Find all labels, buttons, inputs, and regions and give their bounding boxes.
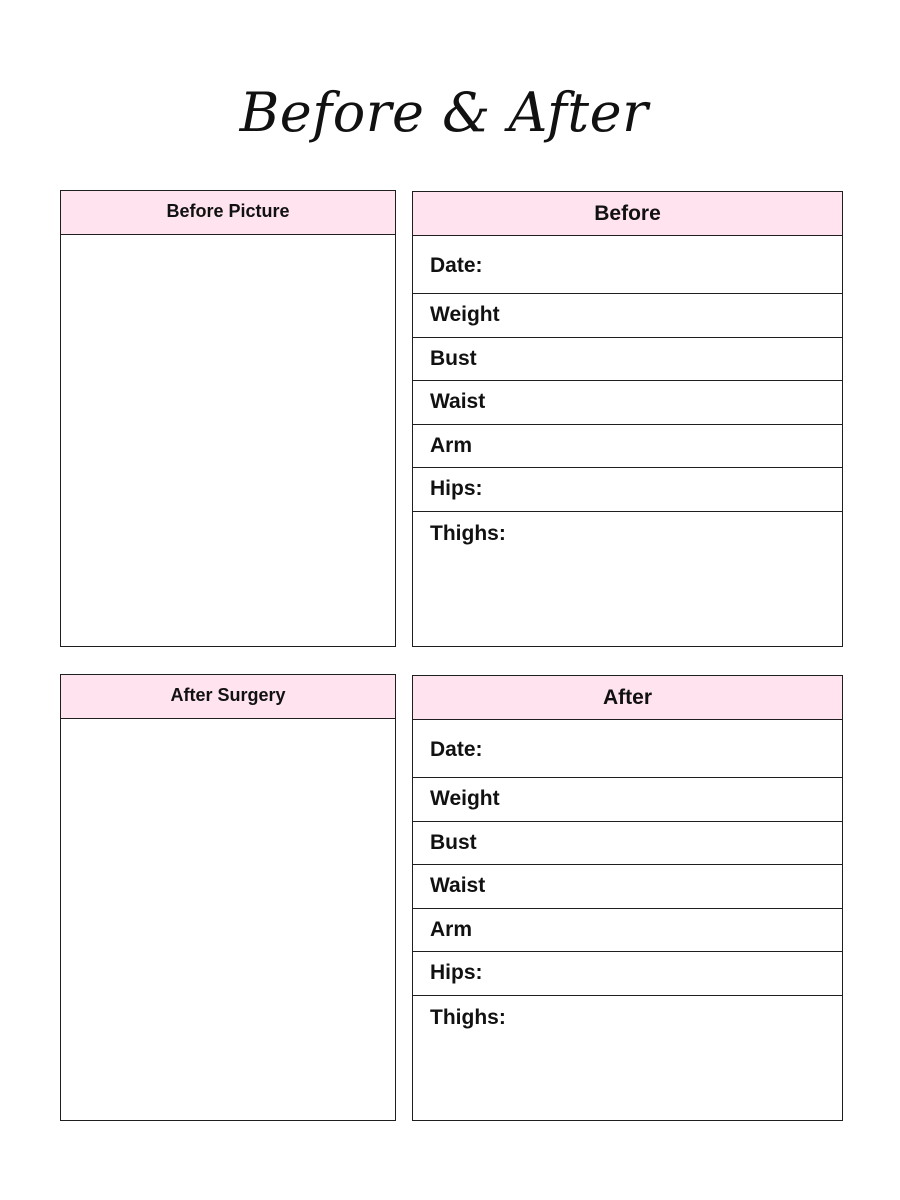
before-stats-box [412, 191, 843, 647]
after-surgery-picture-box [60, 674, 396, 1121]
after-hips-row[interactable]: Hips: [413, 952, 842, 996]
before-picture-area[interactable] [61, 235, 395, 646]
after-weight-row[interactable]: Weight [413, 778, 842, 822]
before-date-row[interactable]: Date: [413, 236, 842, 294]
before-stats-header: Before [413, 192, 842, 236]
after-arm-row[interactable]: Arm [413, 909, 842, 953]
before-picture-header: Before Picture [61, 191, 395, 235]
before-weight-row[interactable]: Weight [413, 294, 842, 338]
after-bust-row[interactable]: Bust [413, 822, 842, 866]
before-waist-row[interactable]: Waist [413, 381, 842, 425]
after-surgery-picture-area[interactable] [61, 719, 395, 1120]
before-picture-box [60, 190, 396, 647]
after-date-row[interactable]: Date: [413, 720, 842, 778]
before-hips-row[interactable]: Hips: [413, 468, 842, 512]
after-stats-header: After [413, 676, 842, 720]
before-thighs-row[interactable]: Thighs: [430, 521, 506, 545]
before-bust-row[interactable]: Bust [413, 338, 842, 382]
before-arm-row[interactable]: Arm [413, 425, 842, 469]
after-thighs-row[interactable]: Thighs: [430, 1005, 506, 1029]
after-waist-row[interactable]: Waist [413, 865, 842, 909]
after-surgery-header: After Surgery [61, 675, 395, 719]
after-stats-box [412, 675, 843, 1121]
page-title: Before & After [239, 81, 649, 144]
